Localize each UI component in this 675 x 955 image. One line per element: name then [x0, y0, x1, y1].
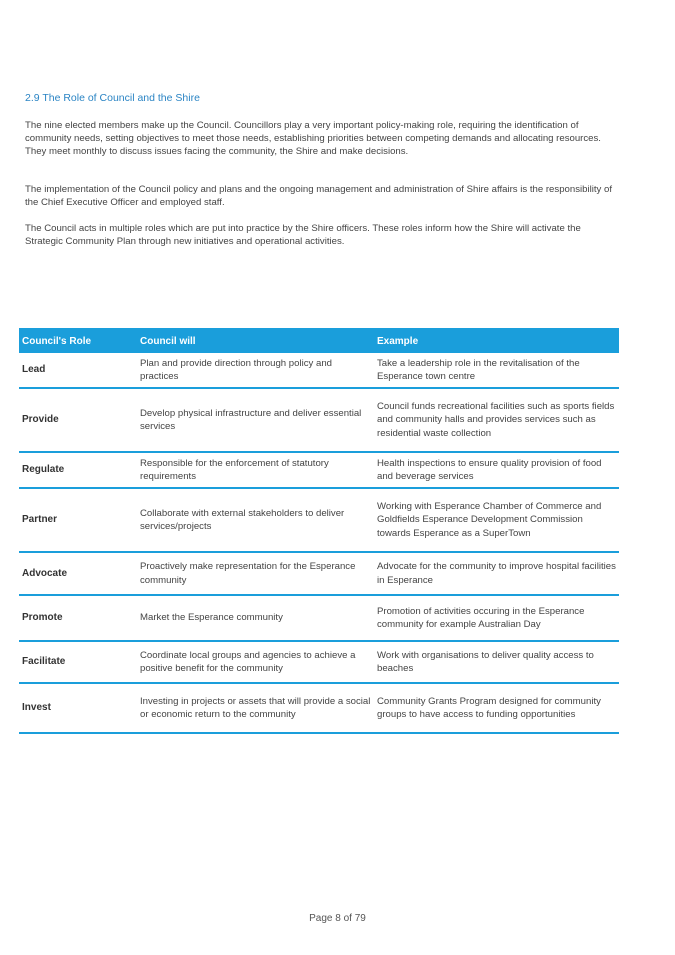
role-cell: Partner — [19, 488, 137, 552]
example-cell: Promotion of activities occuring in the Esperance community for example Australian Day — [374, 595, 619, 641]
example-cell: Take a leadership role in the revitalisation of the Esperance town centre — [374, 353, 619, 388]
table-row — [19, 488, 619, 552]
council-will-cell: Plan and provide direction through policy and practices — [137, 353, 374, 388]
council-will-cell: Investing in projects or assets that will provide a social or economic return to the community — [137, 683, 374, 733]
role-cell: Lead — [19, 353, 137, 388]
example-cell: Working with Esperance Chamber of Commerce and Goldfields Esperance Development Commission towards Esperance as a SuperTown — [374, 488, 619, 552]
example-cell: Health inspections to ensure quality provision of food and beverage services — [374, 452, 619, 488]
table-row — [19, 595, 619, 641]
role-cell: Promote — [19, 595, 137, 641]
council-will-cell: Proactively make representation for the Esperance community — [137, 552, 374, 595]
council-will-cell: Responsible for the enforcement of statutory requirements — [137, 452, 374, 488]
council-will-cell: Collaborate with external stakeholders to deliver services/projects — [137, 488, 374, 552]
example-cell: Community Grants Program designed for community groups to have access to funding opportunities — [374, 683, 619, 733]
role-cell: Advocate — [19, 552, 137, 595]
table-row — [19, 353, 619, 388]
section-heading: 2.9 The Role of Council and the Shire — [25, 92, 200, 104]
council-will-cell: Coordinate local groups and agencies to achieve a positive benefit for the community — [137, 641, 374, 683]
header-example: Example — [377, 336, 419, 347]
example-cell: Advocate for the community to improve hospital facilities in Esperance — [374, 552, 619, 595]
council-will-cell: Develop physical infrastructure and deliver essential services — [137, 388, 374, 452]
table-row — [19, 683, 619, 733]
table-row — [19, 641, 619, 683]
intro-paragraph-2: The implementation of the Council policy and plans and the ongoing management and administration of Shire affairs is the responsibility of the Chief Executive Officer and employed staff. — [25, 184, 612, 208]
table-header-row — [19, 328, 619, 353]
council-roles-table — [19, 328, 619, 734]
header-council-will: Council will — [140, 336, 196, 347]
role-cell: Invest — [19, 683, 137, 733]
intro-paragraph-3: The Council acts in multiple roles which are put into practice by the Shire officers. These roles inform how the Shire will activate the Strategic Community Plan through new initiatives and operational activities. — [25, 223, 581, 247]
header-role: Council's Role — [22, 336, 92, 347]
example-cell: Work with organisations to deliver quality access to beaches — [374, 641, 619, 683]
table-row — [19, 388, 619, 452]
intro-paragraph-1: The nine elected members make up the Council. Councillors play a very important policy-making role, requiring the identification of community needs, setting objectives to meet those needs, establishing priorities between competing demands and allocating resources. They meet monthly to discuss issues facing the community, the Shire and make decisions. — [25, 120, 601, 157]
page-number: Page 8 of 79 — [309, 913, 366, 924]
table-row — [19, 552, 619, 595]
example-cell: Council funds recreational facilities such as sports fields and community halls and provides services such as residential waste collection — [374, 388, 619, 452]
table-row — [19, 452, 619, 488]
role-cell: Facilitate — [19, 641, 137, 683]
council-will-cell: Market the Esperance community — [137, 595, 374, 641]
role-cell: Regulate — [19, 452, 137, 488]
role-cell: Provide — [19, 388, 137, 452]
